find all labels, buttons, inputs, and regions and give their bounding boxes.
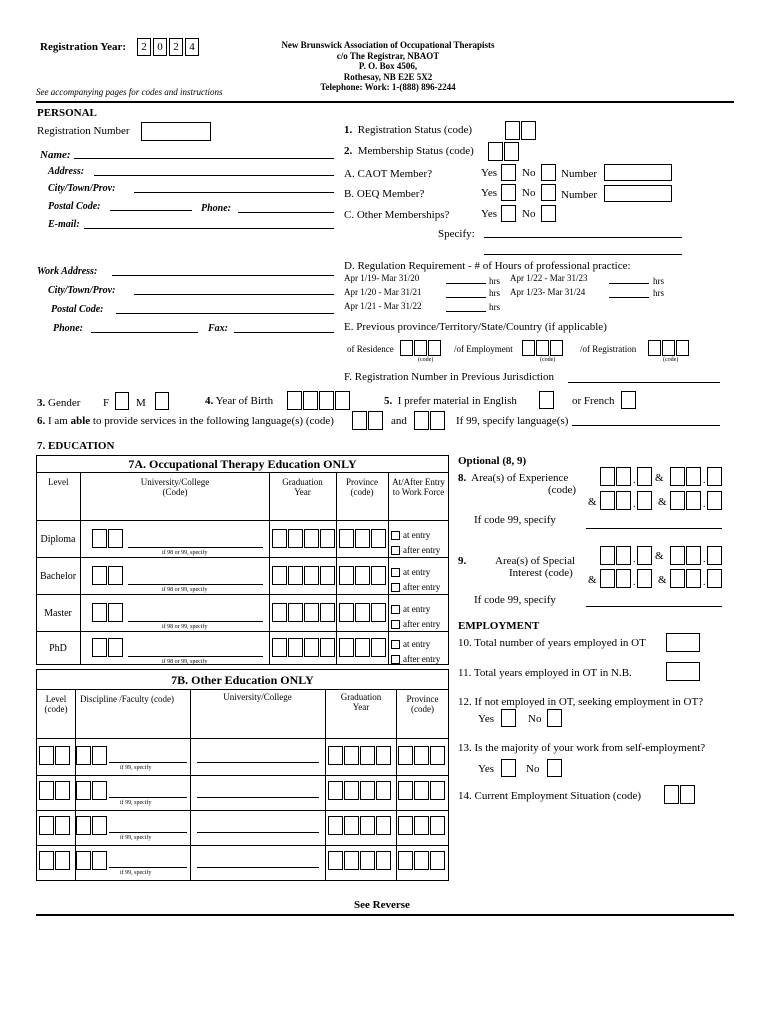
work-address-label: Work Address: — [37, 266, 98, 277]
q8-label — [458, 472, 568, 484]
university-code-boxes[interactable] — [92, 529, 124, 548]
col-graduation-7b: Graduation Year — [340, 692, 382, 712]
other-no-box[interactable] — [541, 205, 556, 222]
q12-yes-box[interactable] — [501, 709, 516, 727]
code-caption: (code) — [663, 357, 679, 363]
fax-label: Fax: — [208, 323, 228, 334]
phone-input[interactable] — [238, 212, 334, 213]
employment-title: EMPLOYMENT — [458, 620, 540, 632]
work-phone-input[interactable] — [91, 332, 198, 333]
ampersand: & — [588, 574, 597, 586]
codes-note: See accompanying pages for codes and instructions — [36, 87, 223, 97]
registration-number-label: Registration Number — [37, 125, 130, 137]
ampersand: & — [658, 574, 667, 586]
period-label: Apr 1/23- Mar 31/24 — [510, 287, 586, 297]
postal-input[interactable] — [110, 210, 192, 211]
year-digit[interactable]: 2 — [137, 38, 151, 56]
employment-code-boxes[interactable] — [522, 340, 564, 356]
q-number: 4. — [205, 395, 214, 407]
university-input[interactable] — [197, 797, 319, 798]
gender-label — [37, 397, 80, 409]
hours-input[interactable] — [446, 311, 486, 312]
area-code-boxes[interactable]: . — [670, 569, 723, 588]
graduation-year-boxes[interactable] — [328, 816, 392, 835]
no-label: No — [528, 713, 542, 725]
hrs-label: hrs — [653, 288, 664, 298]
col-at-after: At/After Entry to Work Force — [392, 477, 445, 497]
q-text: Area(s) of Experience — [471, 472, 569, 484]
discipline-specify-input[interactable] — [109, 762, 187, 763]
q-text: Membership Status (code) — [357, 145, 474, 157]
col-province: Province (code) — [346, 477, 378, 497]
period-label: Apr 1/19- Mar 31/20 — [344, 273, 420, 283]
q-text: I am — [48, 415, 68, 427]
university-input[interactable] — [197, 832, 319, 833]
province-code-boxes[interactable] — [339, 566, 387, 585]
graduation-year-boxes[interactable] — [328, 781, 392, 800]
no-label: No — [526, 763, 540, 775]
level-label: Diploma — [40, 534, 76, 545]
q9-label: Area(s) of Special — [495, 555, 576, 567]
at-entry-option[interactable] — [391, 530, 430, 540]
divider — [36, 520, 449, 521]
residence-code-boxes[interactable] — [400, 340, 442, 356]
if99-language-label: If 99, specify language(s) — [456, 415, 569, 427]
area-code-boxes[interactable]: . — [600, 467, 653, 486]
province-code-boxes[interactable] — [339, 638, 387, 657]
divider — [36, 594, 449, 595]
col-level: Level — [48, 477, 69, 487]
q13-yes-box[interactable] — [501, 759, 516, 777]
q-number: 3. — [37, 397, 46, 409]
divider — [36, 101, 734, 103]
year-of-birth-label — [205, 395, 273, 407]
discipline-specify-input[interactable] — [109, 867, 187, 868]
q2-code-boxes[interactable] — [488, 142, 520, 161]
of-registration-label: /of Registration — [580, 344, 637, 354]
year-digit[interactable]: 4 — [185, 38, 199, 56]
oeq-yes-box[interactable] — [501, 184, 516, 201]
code-caption: (code) — [540, 357, 556, 363]
if99-caption: if 99, specify — [120, 870, 152, 876]
or-french-label: or French — [572, 395, 615, 407]
after-entry-option[interactable] — [391, 654, 440, 664]
hours-input[interactable] — [609, 297, 649, 298]
oeq-label: B. OEQ Member? — [344, 188, 425, 200]
caot-number-input[interactable] — [604, 164, 672, 181]
city-input[interactable] — [134, 192, 334, 193]
address-label: Address: — [48, 166, 85, 177]
optional-title: Optional (8, 9) — [458, 455, 527, 467]
at-entry-label: at entry — [403, 530, 431, 540]
specify-input[interactable] — [484, 237, 682, 238]
if99-language-input[interactable] — [572, 425, 720, 426]
at-entry-option[interactable] — [391, 604, 430, 614]
period-label: Apr 1/21 - Mar 31/22 — [344, 301, 422, 311]
name-input[interactable] — [74, 158, 334, 159]
after-entry-option[interactable] — [391, 582, 440, 592]
email-input[interactable] — [84, 228, 334, 229]
divider — [36, 631, 449, 632]
level-label: Master — [44, 608, 72, 619]
q11-label: 11. Total years employed in OT in N.B. — [458, 667, 632, 679]
province-code-boxes[interactable] — [398, 746, 446, 765]
work-phone-label: Phone: — [53, 323, 83, 334]
level-code-boxes[interactable] — [39, 781, 71, 800]
q13-no-box[interactable] — [547, 759, 562, 777]
at-entry-option[interactable] — [391, 639, 430, 649]
discipline-code-boxes[interactable] — [76, 816, 108, 835]
section-title-personal: PERSONAL — [37, 107, 97, 119]
divider — [36, 914, 734, 916]
gender-m-box[interactable] — [155, 392, 169, 410]
divider — [36, 775, 449, 776]
work-address-input[interactable] — [112, 275, 334, 276]
checkbox[interactable] — [391, 583, 400, 592]
discipline-code-boxes[interactable] — [76, 781, 108, 800]
caot-label: A. CAOT Member? — [344, 168, 433, 180]
col-discipline: Discipline /Faculty (code) — [80, 694, 174, 704]
q-text: Gender — [48, 397, 81, 409]
oeq-number-input[interactable] — [604, 185, 672, 202]
yes-label: Yes — [481, 167, 498, 179]
registration-code-boxes[interactable] — [648, 340, 690, 356]
divider — [36, 689, 449, 690]
year-of-birth-boxes[interactable] — [287, 391, 351, 410]
col-graduation: Graduation Year — [282, 477, 323, 497]
q-text-emphasis: able — [70, 415, 91, 427]
at-entry-option[interactable] — [391, 567, 430, 577]
after-entry-label: after entry — [403, 654, 441, 664]
q1-registration-status — [344, 124, 472, 136]
col-province-7b: Province (code) — [406, 694, 439, 714]
at-entry-label: at entry — [403, 567, 431, 577]
col-university-7b: University/College — [223, 692, 292, 702]
yes-label: Yes — [478, 763, 495, 775]
after-entry-label: after entry — [403, 545, 441, 555]
specify-label: Specify: — [438, 228, 475, 240]
discipline-code-boxes[interactable] — [76, 851, 108, 870]
other-memberships-label: C. Other Memberships? — [344, 209, 450, 221]
ifcode99-input[interactable] — [586, 606, 722, 607]
see-reverse: See Reverse — [354, 899, 410, 911]
university-specify-input[interactable] — [128, 656, 263, 657]
after-entry-option[interactable] — [391, 619, 440, 629]
university-input[interactable] — [197, 762, 319, 763]
checkbox[interactable] — [391, 531, 400, 540]
checkbox[interactable] — [391, 568, 400, 577]
regulation-title: D. Regulation Requirement - # of Hours of professional practice: — [344, 260, 631, 272]
level-label: Bachelor — [39, 571, 77, 582]
q-text: to provide services in the following language(s) (code) — [92, 415, 334, 427]
specify-input-2[interactable] — [484, 254, 682, 255]
if99-caption: if 99, specify — [120, 800, 152, 806]
registration-number-input[interactable] — [141, 122, 211, 141]
q-number: 5. — [384, 395, 393, 407]
hrs-label: hrs — [489, 276, 500, 286]
divider — [325, 689, 326, 881]
education-title: 7. EDUCATION — [37, 440, 115, 452]
if99-caption: if 99, specify — [120, 765, 152, 771]
english-box[interactable] — [539, 391, 554, 409]
province-code-boxes[interactable] — [339, 529, 387, 548]
ifcode99-input[interactable] — [586, 528, 722, 529]
checkbox[interactable] — [391, 605, 400, 614]
q10-input[interactable] — [666, 633, 700, 652]
ampersand: & — [655, 472, 664, 484]
hours-input[interactable] — [446, 297, 486, 298]
if98-caption: if 98 or 99, specify — [162, 624, 208, 630]
preferred-language-label — [384, 395, 517, 407]
org-line: c/o The Registrar, NBAOT — [336, 50, 440, 61]
table-7a-title: 7A. Occupational Therapy Education ONLY — [128, 457, 357, 471]
level-code-boxes[interactable] — [39, 851, 71, 870]
fax-input[interactable] — [234, 332, 334, 333]
checkbox[interactable] — [391, 640, 400, 649]
q-text: I prefer material in English — [397, 395, 517, 407]
divider — [36, 557, 449, 558]
previous-reg-number-label: F. Registration Number in Previous Jurisdiction — [344, 371, 554, 383]
university-specify-input[interactable] — [128, 621, 263, 622]
divider — [80, 472, 81, 665]
level-code-boxes[interactable] — [39, 816, 71, 835]
checkbox[interactable] — [391, 655, 400, 664]
period-label: Apr 1/22 - Mar 31/23 — [510, 273, 588, 283]
caot-yes-box[interactable] — [501, 164, 516, 181]
org-line: Rothesay, NB E2E 5X2 — [343, 71, 433, 82]
q-text: Year of Birth — [215, 395, 274, 407]
of-employment-label: /of Employment — [454, 344, 513, 354]
french-box[interactable] — [621, 391, 636, 409]
q6-label — [37, 415, 334, 427]
q-number: 1. — [344, 124, 353, 136]
no-label: No — [522, 208, 536, 220]
code-caption: (code) — [548, 484, 577, 496]
at-entry-label: at entry — [403, 639, 431, 649]
phone-label: Phone: — [201, 203, 231, 214]
address-input[interactable] — [94, 175, 334, 176]
hrs-label: hrs — [489, 288, 500, 298]
hrs-label: hrs — [653, 276, 664, 286]
org-line: Telephone: Work: 1-(888) 896-2244 — [320, 82, 456, 92]
hrs-label: hrs — [489, 302, 500, 312]
ifcode99-label: If code 99, specify — [474, 514, 556, 526]
graduation-year-boxes[interactable] — [272, 638, 336, 657]
discipline-specify-input[interactable] — [109, 832, 187, 833]
divider — [336, 472, 337, 665]
divider — [36, 845, 449, 846]
if99-caption: if 99, specify — [120, 835, 152, 841]
year-digit[interactable]: 2 — [169, 38, 183, 56]
q-text: Registration Status (code) — [357, 124, 473, 136]
university-specify-input[interactable] — [128, 584, 263, 585]
level-code-boxes[interactable] — [39, 746, 71, 765]
graduation-year-boxes[interactable] — [272, 529, 336, 548]
number-label: Number — [561, 168, 598, 180]
area-code-boxes[interactable]: . — [600, 491, 653, 510]
work-postal-label: Postal Code: — [51, 304, 104, 315]
university-code-boxes[interactable] — [92, 566, 124, 585]
email-label: E-mail: — [48, 219, 80, 230]
area-code-boxes[interactable]: . — [600, 569, 653, 588]
q13-label: 13. Is the majority of your work from self-employment? — [458, 742, 706, 754]
after-entry-option[interactable] — [391, 545, 440, 555]
q12-no-box[interactable] — [547, 709, 562, 727]
city-label: City/Town/Prov: — [48, 183, 116, 194]
province-code-boxes[interactable] — [398, 816, 446, 835]
graduation-year-boxes[interactable] — [328, 851, 392, 870]
area-code-boxes[interactable]: . — [600, 546, 653, 565]
province-code-boxes[interactable] — [398, 781, 446, 800]
q14-code-boxes[interactable] — [664, 785, 696, 804]
work-city-input[interactable] — [134, 294, 334, 295]
after-entry-label: after entry — [403, 619, 441, 629]
q-number: 8. — [458, 472, 467, 484]
divider — [396, 689, 397, 881]
table-7b-title: 7B. Other Education ONLY — [171, 673, 314, 687]
yes-label: Yes — [481, 208, 498, 220]
gender-f-label: F — [103, 397, 110, 409]
number-label: Number — [561, 189, 598, 201]
work-city-label: City/Town/Prov: — [48, 285, 116, 296]
col-university: University/College (Code) — [140, 477, 210, 497]
q9-label-2: Interest (code) — [509, 567, 573, 579]
divider — [36, 738, 449, 739]
language-code-boxes[interactable] — [352, 411, 384, 430]
year-digit[interactable]: 0 — [153, 38, 167, 56]
and-label: and — [391, 415, 407, 427]
q11-input[interactable] — [666, 662, 700, 681]
postal-label: Postal Code: — [48, 201, 101, 212]
university-specify-input[interactable] — [128, 547, 263, 548]
area-code-boxes[interactable]: . — [670, 491, 723, 510]
hours-input[interactable] — [609, 283, 649, 284]
q10-label: 10. Total number of years employed in OT — [458, 637, 646, 649]
university-code-boxes[interactable] — [92, 638, 124, 657]
discipline-specify-input[interactable] — [109, 797, 187, 798]
ampersand: & — [588, 496, 597, 508]
q-number: 6. — [37, 415, 46, 427]
language-code-boxes-2[interactable] — [414, 411, 446, 430]
checkbox[interactable] — [391, 620, 400, 629]
no-label: No — [522, 187, 536, 199]
q1-code-boxes[interactable] — [505, 121, 537, 140]
divider — [269, 472, 270, 665]
discipline-code-boxes[interactable] — [76, 746, 108, 765]
level-label: PhD — [49, 643, 67, 654]
of-residence-label: of Residence — [347, 344, 394, 354]
previous-reg-number-input[interactable] — [568, 382, 720, 383]
org-name: New Brunswick Association of Occupational Therapists — [281, 40, 495, 50]
q-number: 2. — [344, 145, 353, 157]
previous-province-title: E. Previous province/Territory/State/Country (if applicable) — [344, 321, 607, 333]
graduation-year-boxes[interactable] — [328, 746, 392, 765]
graduation-year-boxes[interactable] — [272, 603, 336, 622]
col-level-code: Level (code) — [44, 694, 68, 714]
oeq-no-box[interactable] — [541, 184, 556, 201]
area-code-boxes[interactable]: . — [670, 546, 723, 565]
after-entry-label: after entry — [403, 582, 441, 592]
q2-membership-status — [344, 145, 474, 157]
other-yes-box[interactable] — [501, 205, 516, 222]
gender-m-label: M — [136, 397, 146, 409]
province-code-boxes[interactable] — [339, 603, 387, 622]
registration-year-boxes[interactable] — [137, 38, 201, 56]
org-address-block — [268, 40, 508, 93]
university-input[interactable] — [197, 867, 319, 868]
name-label: Name: — [40, 149, 71, 161]
if98-caption: if 98 or 99, specify — [162, 550, 208, 556]
divider — [36, 810, 449, 811]
code-caption: (code) — [418, 357, 434, 363]
if98-caption: if 98 or 99, specify — [162, 659, 208, 665]
org-line: P. O. Box 4506, — [358, 61, 418, 71]
period-label: Apr 1/20 - Mar 31/21 — [344, 287, 422, 297]
yes-label: Yes — [478, 713, 495, 725]
no-label: No — [522, 167, 536, 179]
if98-caption: if 98 or 99, specify — [162, 587, 208, 593]
q9-number — [458, 555, 466, 567]
yes-label: Yes — [481, 187, 498, 199]
ampersand: & — [655, 550, 664, 562]
province-code-boxes[interactable] — [398, 851, 446, 870]
hours-input[interactable] — [446, 283, 486, 284]
caot-no-box[interactable] — [541, 164, 556, 181]
q12-label: 12. If not employed in OT, seeking employment in OT? — [458, 696, 704, 708]
university-code-boxes[interactable] — [92, 603, 124, 622]
graduation-year-boxes[interactable] — [272, 566, 336, 585]
checkbox[interactable] — [391, 546, 400, 555]
registration-year-label: Registration Year: — [40, 41, 127, 53]
divider — [388, 472, 389, 665]
ifcode99-label: If code 99, specify — [474, 594, 556, 606]
q-number: 9. — [458, 555, 467, 567]
ampersand: & — [658, 496, 667, 508]
q14-label: 14. Current Employment Situation (code) — [458, 790, 641, 802]
divider — [190, 689, 191, 881]
work-postal-input[interactable] — [116, 313, 334, 314]
area-code-boxes[interactable]: . — [670, 467, 723, 486]
gender-f-box[interactable] — [115, 392, 129, 410]
at-entry-label: at entry — [403, 604, 431, 614]
